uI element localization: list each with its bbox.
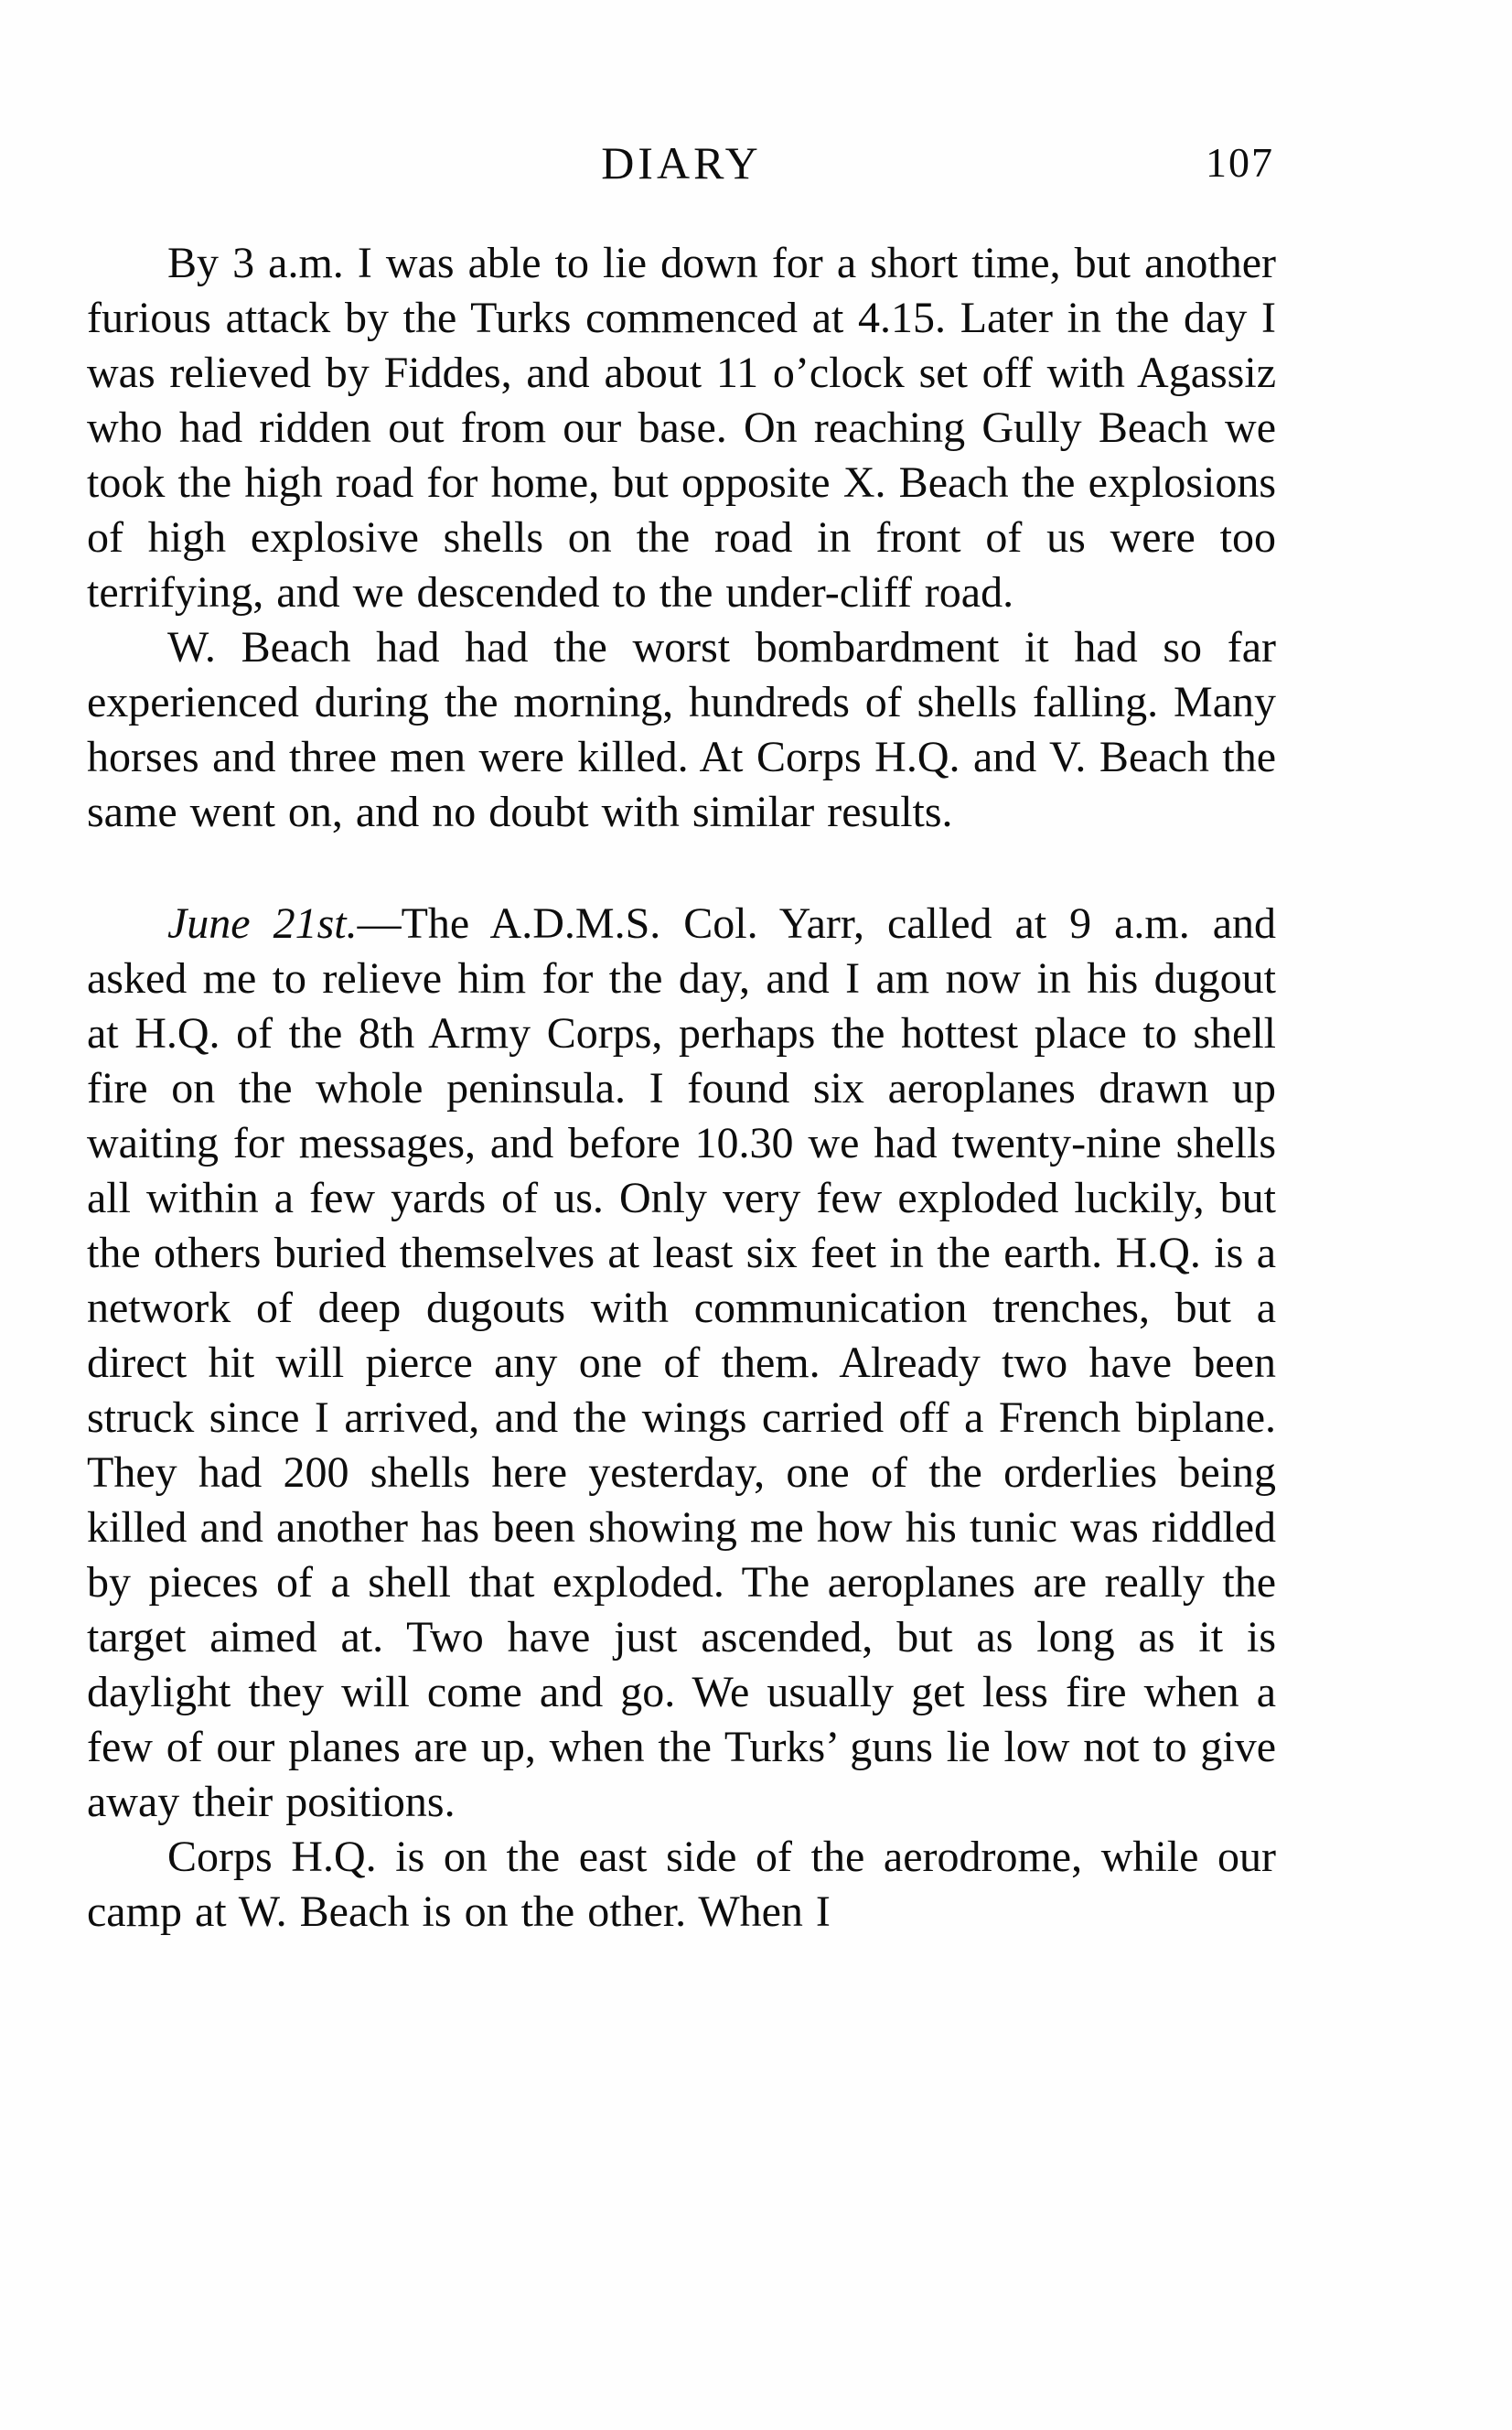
page-header — [87, 137, 1276, 188]
paragraph-1 — [87, 236, 1276, 620]
diary-entry-date: June 21st. — [167, 899, 358, 948]
paragraph-2-text: W. Beach had had the worst bombardment it had so far experienced during the morning, hundreds of shells falling. Many horses and three men were killed. At Corps H.Q. and V. Beach the same went on, and no doubt with similar results. — [87, 623, 1276, 836]
paragraph-4-text: Corps H.Q. is on the east side of the aerodrome, while our camp at W. Beach is on the other. When I — [87, 1833, 1276, 1936]
running-head-title: DIARY — [601, 137, 762, 188]
paragraph-1-text: By 3 a.m. I was able to lie down for a short time, but another furious attack by the Turks commenced at 4.15. Later in the day I was relieved by Fiddes, and about 11 o’clock set off with Agassiz who had ridden out from our base. On reaching Gully Beach we took the high road for home, but opposite X. Beach the explosions of high explosive shells on the road in front of us were too terrifying, and we descended to the under-cliff road. — [87, 239, 1276, 617]
paragraph-3 — [87, 897, 1276, 1830]
paragraph-4 — [87, 1830, 1276, 1940]
page-number: 107 — [1206, 139, 1274, 186]
paragraph-2 — [87, 620, 1276, 840]
text-block — [87, 236, 1276, 1940]
paragraph-3-text: —The A.D.M.S. Col. Yarr, called at 9 a.m. and asked me to relieve him for the day, and I am now in his dugout at H.Q. of the 8th Army Corps, perhaps the hottest place to shell fire on the whole peninsula. I found six aeroplanes drawn up waiting for messages, and before 10.30 we had twenty-nine shells all within a few yards of us. Only very few exploded luckily, but the others buried themselves at least six feet in the earth. H.Q. is a network of deep dugouts with communication trenches, but a direct hit will pierce any one of them. Already two have been struck since I arrived, and the wings carried off a French biplane. They had 200 shells here yesterday, one of the orderlies being killed and another has been showing me how his tunic was riddled by pieces of a shell that exploded. The aeroplanes are really the target aimed at. Two have just ascended, but as long as it is daylight they will come and go. We usually get less fire when a few of our planes are up, when the Turks’ guns lie low not to give away their positions. — [87, 899, 1277, 1826]
